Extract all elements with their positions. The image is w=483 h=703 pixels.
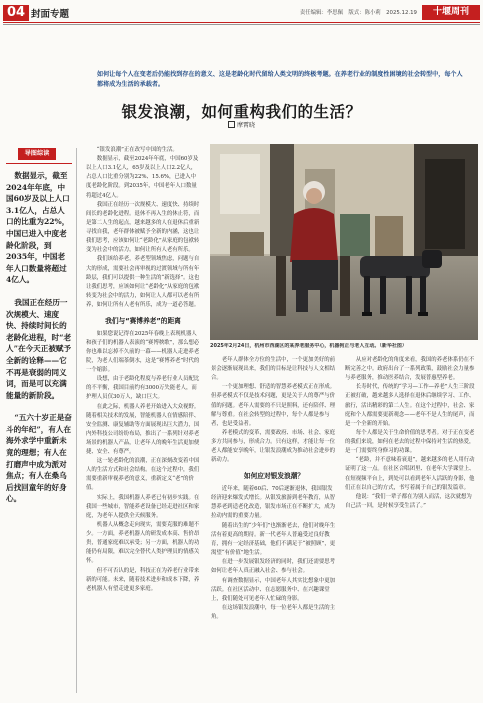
body-paragraph: 近年来，随着60后、70后逐渐退休，我国银发经济迎来爆发式增长。从银发旅游到老年教育，从智慧养老到适老化改造，银发市场正在不断扩大，成为拉动内需的重要力量。: [211, 486, 335, 520]
section-title: 封面专题: [31, 9, 70, 20]
body-paragraph: 老年人群体全方位的生活中，一个更加美好的前景会逐渐展现出来，我们的目标是让科技与人文相结合。: [211, 357, 336, 382]
article-column-2: [211, 356, 337, 698]
body-paragraph: 一个更加理想、舒适的智慧养老模式正在形成。但养老模式不仅是技术问题，更是关于人的尊严与价值的问题。老年人需要的不只是照料，还有陪伴、理解与尊重。在社会转型的过程中，每个人都是参与者，也是受益者。: [211, 384, 336, 427]
publication-brand: 十堰周刊: [422, 5, 480, 20]
body-paragraph: 设想，由于老龄化程度与养老行业人员配比的不平衡，我国目前约有3000万失能老人，而护理人员仅30万人，缺口巨大。: [86, 376, 200, 401]
page-header: [0, 0, 483, 22]
section-subhead: 如何应对银发浪潮？: [243, 472, 305, 481]
body-paragraph: 每个人都是关于生命价值的思考者。对于正在变老的我们来说，如何在老去的过程中保持对生活的热爱，是一门需要终身修习的功课。: [345, 429, 475, 455]
article-column-1: [86, 146, 200, 698]
body-paragraph: 长寿时代，传统的“学习—工作—养老”人生三阶段正被打破，越来越多人选择在退休后继续学习、工作、旅行，活出精彩的第二人生。在这个过程中，社会、家庭和个人都需要更新观念——老年不是人生的尾声，而是一个全新的开始。: [345, 384, 475, 427]
body-paragraph: 在此之际，机器人养老开始进入大众视野。随着相关技术的发展，智能机器人在情感陪伴、安全监测、康复辅助等方面展现出巨大潜力，国内外科技公司纷纷布局，推出了一系列针对养老场景的机器人产品，让老年人的晚年生活更加便捷、安全、有尊严。: [86, 403, 200, 455]
photo-illustration: [210, 144, 478, 340]
lead-paragraph: 如何让每个人在变老后仍能找到存在的意义、这是老龄化时代留给人类文明的终极考题。在养老行业的制度性困境的社会转型中，每个人都将成为生活的承载者。: [97, 71, 463, 89]
body-paragraph: 机器人从概念走向现实，需要克服的难题不少。一方面，养老机器人的研发成本高、售价昂贵，普通家庭难以承受；另一方面，机器人的功能仍有局限，难以完全替代人类护理员的情感关怀。: [86, 522, 200, 565]
sidebar-rule: [6, 163, 72, 164]
body-paragraph: 从应对老龄化的角度来看，我国的养老体系仍在不断完善之中。政府出台了一系列政策，鼓励社会力量参与养老服务，推动医养结合，发展普惠型养老。: [345, 357, 475, 382]
page-number: 04: [3, 5, 29, 21]
sidebar-paragraph: 我国正在经历一次规模大、速度快、持续时间长的老龄化进程，时“老人”在今天正被赋予全新的诠释——它不再是衰弱的同义词，而是可以充满能量的新阶段。: [6, 297, 72, 400]
body-paragraph: 这一轮老龄化的浪潮，正在深刻改变着中国人的生活方式和社会结构。在这个过程中，我们需要重新审视养老的意义，重新定义“老”的价值。: [86, 458, 200, 492]
body-paragraph: 我国正在经历一次规模大、速度快、持续时间长的老龄化进程。退休不再入生的休止符，而是第二人生的起点，越来越多的人在退休后重新寻找自我，老年群体被赋予全新的内涵，这也让我们思考，应该如何让“老龄化”从家庭的包袱转变为社会中的活力，如何让所有人老有所乐。: [86, 201, 200, 254]
body-paragraph: 有调查数据显示，中国老年人其实比想象中更加活跃。在社区活动中、在志愿服务中、在兴趣课堂上，我们随处可见老年人忙碌的身影。: [211, 577, 336, 602]
body-paragraph: 他说：“我们一辈子都在为别人而活，这次就想为自己活一回，是时候享受生活了。”: [345, 493, 472, 509]
column-divider: [76, 148, 77, 693]
byline: [0, 120, 483, 129]
byline-author: 摩霄晓: [236, 122, 255, 129]
section-subhead: 我们与“赛博养老”的距离: [105, 316, 181, 325]
header-rule: [3, 22, 480, 23]
body-paragraph: 在这场银发浪潮中，每一位老年人都是生活的主角。: [211, 604, 336, 620]
body-paragraph: 数据显示，截至2024年年底，中国60岁及以上人口3.1亿人，65岁及以上人口2.2亿人，占总人口比重分别为22%、15.6%，已进入中度老龄化阶段。到2035年，中国老年人口数量将超过4亿人。: [86, 156, 199, 199]
body-paragraph: “老龄，并不意味着衰退”，越来越多的老人用行动证明了这一点。在社区合唱团里、在老年大学课堂上、在短视频平台上，到处可以看到老年人活跃的身影，他们正在以自己的方式，书写着属于自己的银发篇章。: [345, 457, 475, 491]
sidebar: [6, 148, 72, 516]
photo-caption: 2025年2月24日，杭州市西湖区的某养老服务中心，机器狗正与老人互动。（新华社图）: [210, 343, 407, 349]
body-paragraph: 随着出生的“少年们”也渐渐老去，他们对晚年生活有着更高的期待。新一代老年人普遍受过良好教育，拥有一定经济基础，他们不满足于“被照顾”，更渴望“有价值”地生活。: [211, 522, 336, 556]
editor-meta: 责任编辑：李思佩 版式：陈小莉 2025.12.19: [299, 10, 417, 16]
article-column-3: [345, 356, 477, 698]
body-paragraph: 如果您说记得在2025年春晚上表现机器人和孩子们的机器人表演的“赛博秧歌”，那么想必你也难以忘掉不久前的一幕——机器人走进养老院，为老人们端茶倒水，这是“赛博养老”时代的一个缩影。: [86, 330, 200, 373]
header-rule-thin: [3, 24, 480, 25]
body-paragraph: 实际上，我国机器人养老已有初步实践。在我国一些城市，智能养老设备已经走进社区和家庭，为老年人提供全天候服务。: [86, 494, 200, 519]
article-headline: 银发浪潮，如何重构我们的生活？: [121, 102, 362, 121]
byline-box-icon: [228, 121, 235, 128]
sidebar-paragraph: 数据显示，截至2024年年底，中国60岁及以上人口3.1亿人，占总人口的比重为22%，中国已进入中度老龄化阶段，到2035年，中国老年人口数量将超过4亿人。: [6, 171, 70, 285]
body-paragraph: 养老模式的变革，需要政府、市场、社会、家庭多方共同参与，形成合力。只有这样，才能让每一位老人都能安享晚年，让银发浪潮成为推动社会进步的新动力。: [211, 429, 336, 464]
news-photo: [210, 144, 478, 340]
sidebar-tag: 导图综读: [18, 148, 56, 160]
body-paragraph: “银发浪潮”正在改写中国的生活。: [96, 147, 178, 153]
sidebar-paragraph: “五六十岁正是奋斗的年纪”，有人在海外求学中重新未竟的理想；有人在打磨声中成为派对焦点；有人在桑乌后找回童年的好身心。: [6, 413, 72, 504]
body-paragraph: 在进一步发展银发经济的同时，我们还需要思考如何让老年人真正融入社会、参与社会。: [211, 559, 336, 575]
body-paragraph: 但不可否认的是，科技正在为养老行业带来新的可能。未来，随着技术进步和成本下降，养老机器人有望走进更多家庭。: [86, 567, 200, 592]
body-paragraph: 我们该给养老，养老型领域焦虑，问题与自大的形成，需要社会再审视的过渡领域与所有年龄层，我们可以提供一种生活的“新选择”。这也让我们思考，应该如何让“老龄化”从家庭的包袱转变为社会中的活力，如何让人人都可以老有所养，如何让所有人老有所乐，成为一道必答题。: [86, 256, 200, 308]
